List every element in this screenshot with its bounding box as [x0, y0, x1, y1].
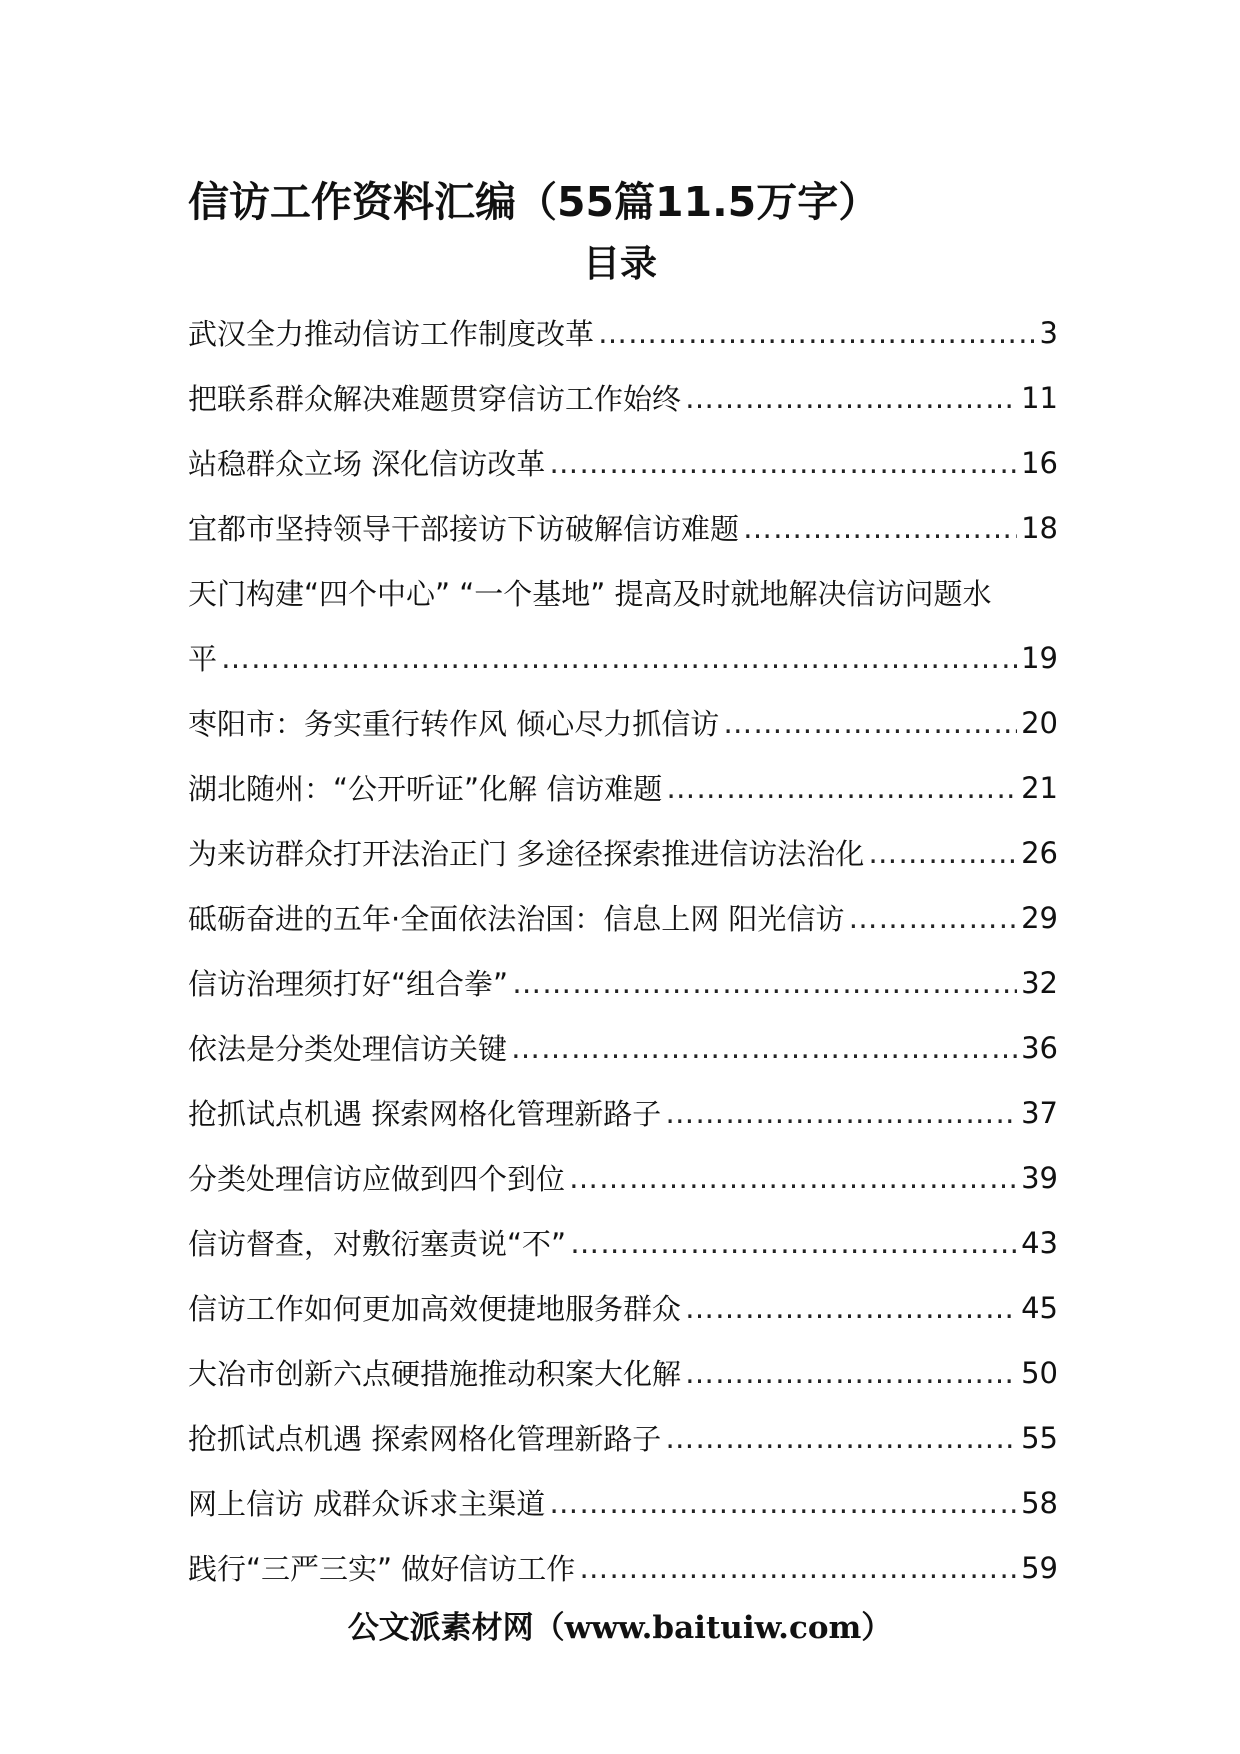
toc-entry-title: 依法是分类处理信访关键	[188, 1032, 508, 1066]
toc-entry-title: 把联系群众解决难题贯穿信访工作始终	[188, 382, 682, 416]
toc-entry-title: 抢抓试点机遇 探索网格化管理新路子	[188, 1097, 662, 1131]
toc-entry[interactable]	[188, 430, 1058, 495]
toc-entry[interactable]	[188, 1340, 1058, 1405]
toc-entry[interactable]	[188, 1405, 1058, 1470]
footer-source: 公文派素材网（www.baituiw.com）	[347, 1610, 893, 1646]
toc-entry-page: 39	[1021, 1160, 1058, 1195]
toc-entry[interactable]	[188, 560, 1058, 625]
toc-entry-page: 18	[1021, 510, 1058, 545]
toc-entry[interactable]	[188, 820, 1058, 885]
toc-entry-page: 59	[1021, 1550, 1058, 1585]
toc-entry-title: 信访工作如何更加高效便捷地服务群众	[188, 1292, 682, 1326]
dot-leader	[511, 1031, 1017, 1065]
toc-entry[interactable]	[188, 1145, 1058, 1210]
dot-leader	[868, 836, 1017, 870]
dot-leader	[666, 771, 1017, 805]
toc-entry-title: 武汉全力推动信访工作制度改革	[188, 317, 595, 351]
toc-entry-title: 为来访群众打开法治正门 多途径探索推进信访法治化	[188, 837, 865, 871]
toc-entry-title: 砥砺奋进的五年·全面依法治国：信息上网 阳光信访	[188, 902, 845, 936]
toc-entry-title: 宜都市坚持领导干部接访下访破解信访难题	[188, 512, 740, 546]
toc-entry-page: 29	[1021, 900, 1058, 935]
dot-leader	[685, 381, 1017, 415]
toc-entry-page: 21	[1021, 770, 1058, 805]
document-title: 信访工作资料汇编（55篇11.5万字）	[188, 178, 880, 226]
dot-leader	[569, 1161, 1017, 1195]
toc-entry-page: 16	[1021, 445, 1058, 480]
toc-entry[interactable]	[188, 1275, 1058, 1340]
toc-entry-continuation[interactable]	[188, 625, 1058, 690]
toc-entry[interactable]	[188, 755, 1058, 820]
toc-entry[interactable]	[188, 1210, 1058, 1275]
toc-entry[interactable]	[188, 1470, 1058, 1535]
toc-entry-title: 践行“三严三实” 做好信访工作	[188, 1552, 576, 1586]
toc-entry-page: 45	[1021, 1290, 1058, 1325]
dot-leader	[685, 1356, 1017, 1390]
toc-entry[interactable]	[188, 1080, 1058, 1145]
dot-leader	[512, 966, 1017, 1000]
toc-entry[interactable]	[188, 495, 1058, 560]
dot-leader	[665, 1096, 1017, 1130]
toc-entry-title: 枣阳市：务实重行转作风 倾心尽力抓信访	[188, 707, 720, 741]
toc-entry-title: 站稳群众立场 深化信访改革	[188, 447, 546, 481]
toc-entry-page: 26	[1021, 835, 1058, 870]
toc-entry-page: 3	[1039, 315, 1058, 350]
toc-entry-page: 11	[1021, 380, 1058, 415]
toc-entry-title: 天门构建“四个中心” “一个基地” 提高及时就地解决信访问题水	[188, 577, 992, 611]
toc-entry-page: 43	[1021, 1225, 1058, 1260]
table-of-contents	[188, 300, 1058, 1600]
toc-entry-title: 平	[188, 642, 218, 676]
dot-leader	[848, 901, 1017, 935]
toc-entry-title: 抢抓试点机遇 探索网格化管理新路子	[188, 1422, 662, 1456]
toc-entry-title: 网上信访 成群众诉求主渠道	[188, 1487, 546, 1521]
toc-heading: 目录	[583, 242, 657, 285]
toc-entry-page: 58	[1021, 1485, 1058, 1520]
toc-entry-page: 32	[1021, 965, 1058, 1000]
dot-leader	[549, 1486, 1017, 1520]
toc-entry-title: 大冶市创新六点硬措施推动积案大化解	[188, 1357, 682, 1391]
toc-entry[interactable]	[188, 300, 1058, 365]
dot-leader	[743, 511, 1017, 545]
toc-entry-page: 20	[1021, 705, 1058, 740]
dot-leader	[665, 1421, 1017, 1455]
toc-entry-page: 19	[1021, 640, 1058, 675]
toc-entry-page: 55	[1021, 1420, 1058, 1455]
toc-entry-title: 分类处理信访应做到四个到位	[188, 1162, 566, 1196]
dot-leader	[723, 706, 1017, 740]
toc-entry[interactable]	[188, 1535, 1058, 1600]
dot-leader	[685, 1291, 1017, 1325]
toc-entry[interactable]	[188, 950, 1058, 1015]
toc-entry[interactable]	[188, 885, 1058, 950]
toc-entry-title: 湖北随州：“公开听证”化解 信访难题	[188, 772, 663, 806]
dot-leader	[221, 641, 1017, 675]
dot-leader	[579, 1551, 1017, 1585]
toc-entry-page: 36	[1021, 1030, 1058, 1065]
dot-leader	[570, 1226, 1017, 1260]
toc-entry-title: 信访治理须打好“组合拳”	[188, 967, 509, 1001]
toc-entry[interactable]	[188, 1015, 1058, 1080]
toc-entry-title: 信访督查，对敷衍塞责说“不”	[188, 1227, 567, 1261]
dot-leader	[598, 316, 1036, 350]
toc-entry-page: 37	[1021, 1095, 1058, 1130]
dot-leader	[549, 446, 1017, 480]
toc-entry[interactable]	[188, 690, 1058, 755]
toc-entry[interactable]	[188, 365, 1058, 430]
toc-entry-page: 50	[1021, 1355, 1058, 1390]
